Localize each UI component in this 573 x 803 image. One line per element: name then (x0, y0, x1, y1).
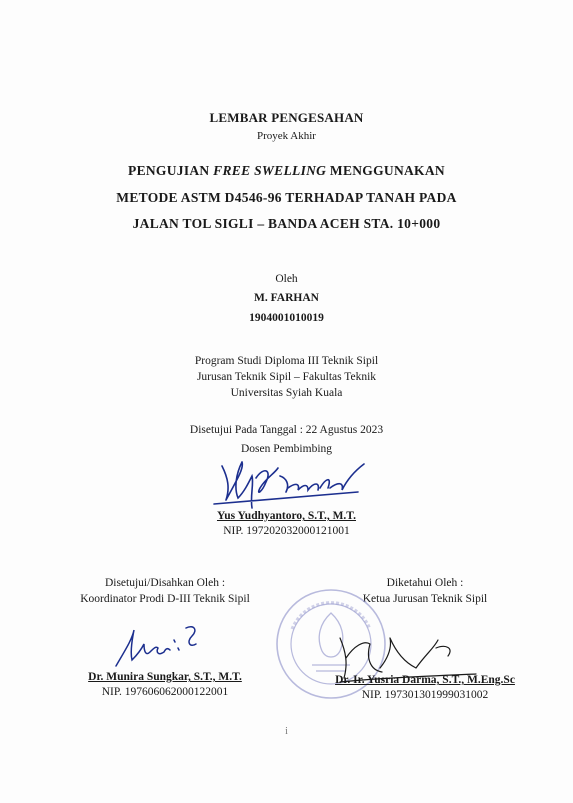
coordinator-label-2: Koordinator Prodi D-III Teknik Sipil (80, 593, 250, 605)
by-label: Oleh (275, 273, 298, 285)
supervisor-signature-icon (208, 448, 368, 518)
thesis-title-line-2: METODE ASTM D4546-96 TERHADAP TANAH PADA (116, 190, 457, 205)
supervisor-name-row (0, 510, 573, 522)
page-title: LEMBAR PENGESAHAN (209, 110, 364, 125)
page-subtitle: Proyek Akhir (257, 130, 316, 142)
supervisor-nip: NIP. 197202032000121001 (223, 525, 350, 537)
supervisor-label: Dosen Pembimbing (240, 443, 333, 455)
coordinator-nip: NIP. 197606062000122001 (101, 686, 229, 698)
program-name: Program Studi Diploma III Teknik Sipil (194, 355, 379, 367)
supervisor-name: Yus Yudhyantoro, S.T., M.T. (216, 510, 356, 522)
thesis-title-prefix: PENGUJIAN (128, 163, 214, 178)
page-number: i (285, 726, 288, 737)
thesis-title-line-3: JALAN TOL SIGLI – BANDA ACEH STA. 10+000 (132, 216, 441, 231)
department-name: Jurusan Teknik Sipil – Fakultas Teknik (196, 371, 377, 383)
head-label-2: Ketua Jurusan Teknik Sipil (362, 593, 488, 605)
coordinator-signature-icon (112, 618, 212, 673)
author-id: 1904001010019 (249, 312, 324, 324)
coordinator-name: Dr. Munira Sungkar, S.T., M.T. (88, 671, 242, 683)
coordinator-label-1: Disetujui/Disahkan Oleh : (104, 577, 226, 589)
head-nip: NIP. 197301301999031002 (361, 689, 489, 701)
university-name: Universitas Syiah Kuala (230, 387, 343, 399)
author-name: M. FARHAN (254, 292, 319, 304)
approval-date: Disetujui Pada Tanggal : 22 Agustus 2023 (189, 424, 384, 436)
thesis-title-suffix: MENGGUNAKAN (326, 163, 445, 178)
head-name: Dr. Ir. Yusria Darma, S.T., M.Eng.Sc (335, 674, 515, 686)
thesis-title-line-1 (0, 163, 573, 179)
head-name-row (300, 674, 550, 686)
thesis-title-italic: FREE SWELLING (213, 163, 327, 178)
head-label-1: Diketahui Oleh : (386, 577, 464, 589)
